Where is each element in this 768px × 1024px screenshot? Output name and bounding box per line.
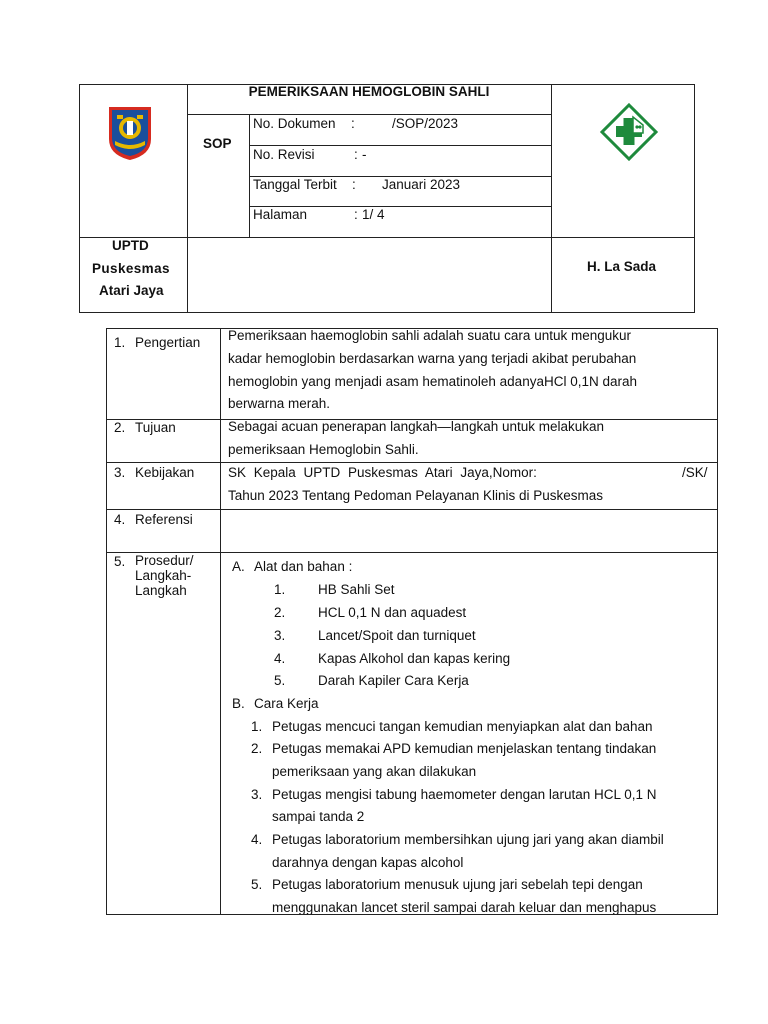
kebijakan-line1: SK Kepala UPTD Puskesmas Atari Jaya,Nomor:	[228, 465, 537, 480]
tool-item: Lancet/Spoit dan turniquet	[318, 628, 476, 643]
kebijakan-line2: Tahun 2023 Tentang Pedoman Pelayanan Klinis di Puskesmas	[228, 488, 604, 503]
field-label-no-dokumen: No. Dokumen	[253, 116, 336, 131]
tool-item-number: 5.	[274, 673, 286, 688]
puskesmas-logo	[599, 103, 659, 161]
section-number-tujuan: 2.	[114, 420, 126, 435]
step-number: 2.	[251, 741, 263, 756]
step-number: 3.	[251, 787, 263, 802]
field-sep-no-dokumen: :	[351, 116, 355, 131]
tool-item: HCL 0,1 N dan aquadest	[318, 605, 467, 620]
field-label-halaman: Halaman	[253, 207, 308, 222]
field-value-no-dokumen: /SOP/2023	[392, 116, 459, 131]
kebijakan-line1-suffix: /SK/	[682, 465, 708, 480]
tool-item: Kapas Alkohol dan kapas kering	[318, 651, 511, 666]
regional-emblem-logo	[105, 103, 155, 161]
field-sep-no-revisi: :	[354, 147, 358, 162]
section-label-prosedur: Prosedur/ Langkah- Langkah	[135, 553, 194, 598]
field-sep-tanggal-terbit: :	[352, 177, 356, 192]
tool-item: Darah Kapiler Cara Kerja	[318, 673, 469, 688]
step-number: 5.	[251, 877, 263, 892]
part-b-title: Cara Kerja	[254, 696, 319, 711]
field-sep-halaman: :	[354, 207, 358, 222]
step-number: 4.	[251, 832, 263, 847]
step-text: sampai tanda 2	[272, 809, 365, 824]
section-number-referensi: 4.	[114, 512, 126, 527]
field-value-no-revisi: -	[362, 147, 367, 162]
field-label-tanggal-terbit: Tanggal Terbit	[253, 177, 337, 192]
step-text: darahnya dengan kapas alcohol	[272, 855, 464, 870]
section-label-tujuan: Tujuan	[135, 420, 176, 435]
section-text-pengertian: Pemeriksaan haemoglobin sahli adalah suatu cara untuk mengukur kadar hemoglobin berdasarkan warna yang terjadi akibat perubahan hemoglobin yang menjadi asam hematinoleh adanyaHCl 0,1N darah berwarna merah.	[228, 328, 638, 412]
section-label-referensi: Referensi	[135, 512, 193, 527]
tool-item-number: 4.	[274, 651, 286, 666]
page-title: PEMERIKSAAN HEMOGLOBIN SAHLI	[248, 84, 490, 99]
section-text-tujuan: Sebagai acuan penerapan langkah—langkah untuk melakukan pemeriksaan Hemoglobin Sahli.	[228, 419, 605, 457]
part-b-marker: B.	[232, 696, 245, 711]
signatory-name: H. La Sada	[587, 259, 657, 274]
org-name-line3: Atari Jaya	[99, 283, 164, 298]
step-text: Petugas laboratorium menusuk ujung jari sebelah tepi dengan	[272, 877, 643, 892]
section-number-kebijakan: 3.	[114, 465, 126, 480]
section-number-prosedur: 5.	[114, 554, 126, 569]
step-text: Petugas mencuci tangan kemudian menyiapkan alat dan bahan	[272, 719, 653, 734]
step-text: menggunakan lancet steril sampai darah keluar dan menghapus	[272, 900, 657, 914]
part-a-title: Alat dan bahan :	[254, 559, 353, 574]
tool-item-number: 3.	[274, 628, 286, 643]
org-name-line2: Puskesmas	[92, 261, 170, 276]
step-number: 1.	[251, 719, 263, 734]
step-text: Petugas laboratorium membersihkan ujung jari yang akan diambil	[272, 832, 664, 847]
step-text: Petugas memakai APD kemudian menjelaskan tentang tindakan	[272, 741, 657, 756]
step-text: Petugas mengisi tabung haemometer dengan larutan HCL 0,1 N	[272, 787, 657, 802]
sop-label: SOP	[203, 136, 232, 151]
field-value-halaman: 1/ 4	[362, 207, 385, 222]
tool-item-number: 1.	[274, 582, 286, 597]
section-label-kebijakan: Kebijakan	[135, 465, 195, 480]
part-a-marker: A.	[232, 559, 245, 574]
section-label-pengertian: Pengertian	[135, 335, 201, 350]
tool-item: HB Sahli Set	[318, 582, 395, 597]
step-text: pemeriksaan yang akan dilakukan	[272, 764, 477, 779]
field-value-tanggal-terbit: Januari 2023	[382, 177, 461, 192]
field-label-no-revisi: No. Revisi	[253, 147, 315, 162]
org-name-line1: UPTD	[112, 238, 149, 253]
tool-item-number: 2.	[274, 605, 286, 620]
section-number-pengertian: 1.	[114, 335, 126, 350]
